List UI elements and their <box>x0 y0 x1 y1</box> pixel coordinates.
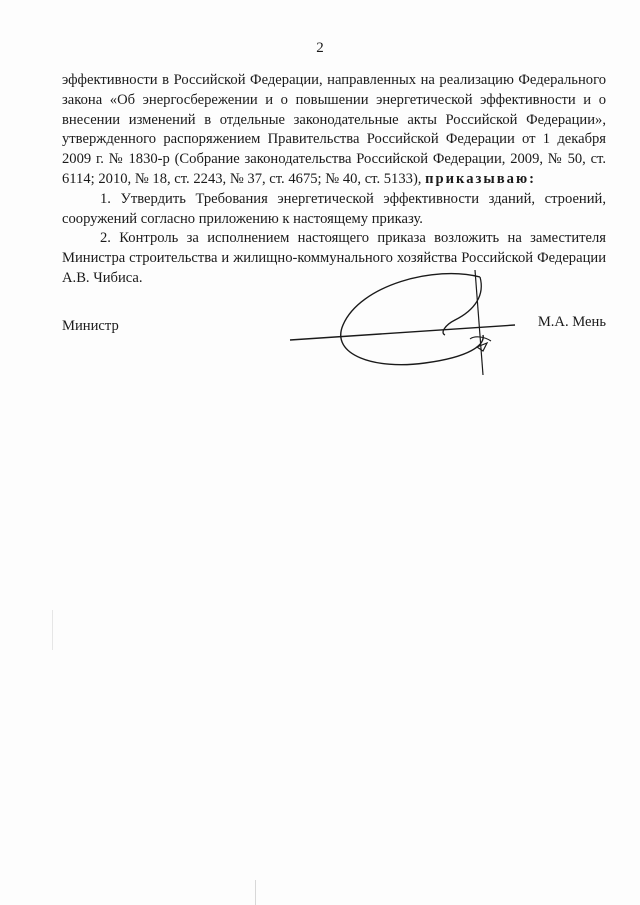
signer-name: М.А. Мень <box>537 314 606 330</box>
document-body <box>62 71 606 289</box>
scan-artifact <box>255 880 256 905</box>
page-number: 2 <box>316 40 324 56</box>
signer-position: Министр <box>62 318 119 334</box>
order-word: приказываю: <box>425 170 536 187</box>
intro-text: эффективности в Российской Федерации, направленных на реализацию Федерального закона «Об энергосбережении и о повышении энергетической эффективности и о внесении изменений в отдельные законодательные акты Российской Федерации», утвержденного распоряжением Правительства Российской Федерации от 1 декабря 2009 г. № 1830-р (Собрание законодательства Российской Федерации, 2009, № 50, ст. 6114; 2010, № 18, ст. 2243, № 37, ст. 4675; № 40, ст. 5133), <box>62 72 606 187</box>
intro-paragraph <box>62 71 606 190</box>
order-item-2: 2. Контроль за исполнением настоящего приказа возложить на заместителя Министра строительства и жилищно-коммунального хозяйства Российской Федерации А.В. Чибиса. <box>62 230 606 286</box>
handwritten-signature <box>285 265 520 380</box>
scan-artifact <box>52 610 53 650</box>
order-item-1: 1. Утвердить Требования энергетической эффективности зданий, строений, сооружений согласно приложению к настоящему приказу. <box>62 190 606 227</box>
